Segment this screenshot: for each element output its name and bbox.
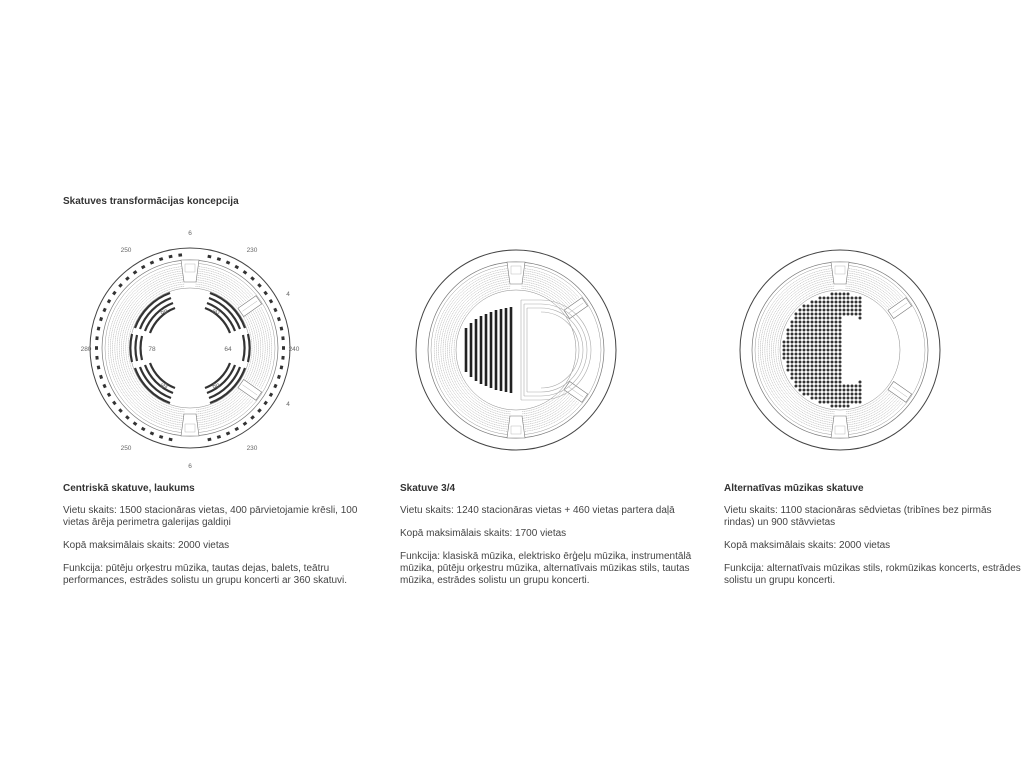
label-bottom: 6 — [188, 463, 192, 470]
seating-text: Vietu skaits: 1240 stacionāras vietas + 460 vietas partera daļā — [400, 505, 675, 516]
label-bottom-right: 230 — [246, 445, 258, 452]
label-inner-left: 78 — [148, 346, 156, 353]
plan-alternative-music-stage — [730, 240, 950, 460]
alternative-music-stage-diagram — [730, 240, 950, 460]
plan-heading: Skatuve 3/4 — [400, 483, 456, 494]
page-title: Skatuves transformācijas koncepcija — [63, 196, 239, 207]
hall-outline-2 — [416, 250, 616, 450]
total-text: Kopā maksimālais skaits: 2000 vietas — [724, 540, 891, 551]
seating-text: Vietu skaits: 1500 stacionāras vietas, 400 pārvietojamie krēsli, 100 vietas ārēja perimetra galerijas galdiņi — [63, 505, 358, 528]
function-text: Funkcija: klasiskā mūzika, elektrisko ērģeļu mūzika, instrumentālā mūzika, pūtēju orķestru mūzika, alternatīvais mūzikas stils, tautas mūzika, estrādes solistu un grupu koncerti. — [400, 551, 692, 586]
label-inner-right: 64 — [224, 346, 232, 353]
label-inner-top-left: 69 — [160, 309, 168, 316]
label-inner-bottom-right: 60 — [212, 383, 220, 390]
plan-central-stage — [80, 223, 300, 473]
central-stage-diagram — [80, 223, 300, 473]
parterre-seat-rows — [465, 307, 513, 393]
caption-central-stage — [63, 483, 363, 598]
label-right: 240 — [288, 346, 300, 353]
total-text: Kopā maksimālais skaits: 1700 vietas — [400, 528, 567, 539]
hall-outline-1 — [90, 248, 290, 448]
label-left: 280 — [80, 346, 92, 353]
plan-three-quarter-stage — [406, 240, 626, 460]
standing-area — [783, 293, 862, 408]
total-text: Kopā maksimālais skaits: 2000 vietas — [63, 540, 230, 551]
function-text: Funkcija: alternatīvais mūzikas stils, rokmūzikas koncerts, estrādes solistu un grupu koncerti. — [724, 563, 1021, 586]
label-right-lower: 4 — [286, 401, 290, 408]
label-top-left: 250 — [120, 247, 132, 254]
label-right-upper: 4 — [286, 291, 290, 298]
plan-heading: Alternatīvas mūzikas skatuve — [724, 483, 864, 494]
label-top-right: 230 — [246, 247, 258, 254]
caption-three-quarter-stage — [400, 483, 700, 598]
plan-heading: Centriskā skatuve, laukums — [63, 483, 195, 494]
caption-alternative-music-stage — [724, 483, 1024, 598]
label-inner-top-right: 60 — [212, 309, 220, 316]
three-quarter-stage-diagram — [406, 240, 626, 460]
label-bottom-left: 250 — [120, 445, 132, 452]
label-top: 6 — [188, 230, 192, 237]
stage-platform — [521, 300, 591, 400]
function-text: Funkcija: pūtēju orķestru mūzika, tautas dejas, balets, teātru performances, estrādes solistu un grupu koncerti ar 360 skatuvi. — [63, 563, 348, 586]
seating-text: Vietu skaits: 1100 stacionāras sēdvietas (tribīnes bez pirmās rindas) un 900 stāvvietas — [724, 505, 992, 528]
label-inner-bottom-left: 69 — [160, 383, 168, 390]
